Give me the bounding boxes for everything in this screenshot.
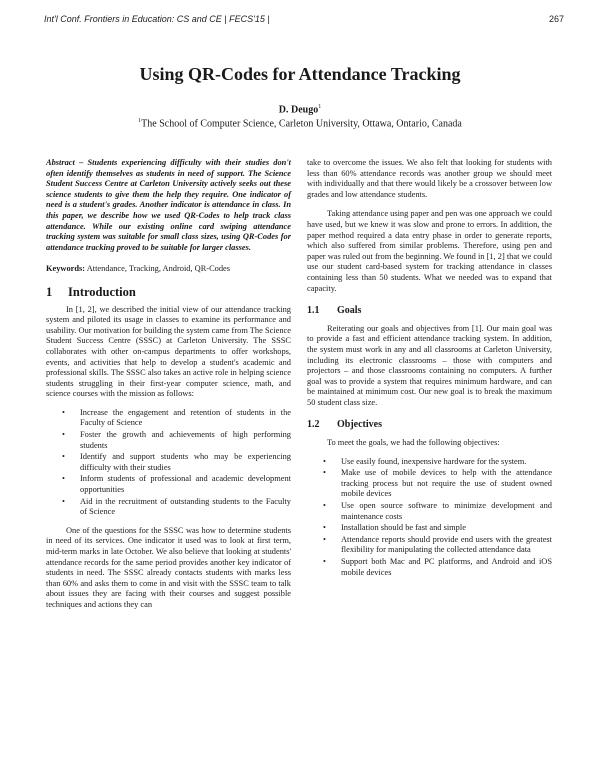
section-heading-objectives [307, 420, 552, 431]
intro-paragraph-1: In [1, 2], we described the initial view of our attendance tracking system and piloted its usage in classes to examine its performance and usability. Our motivation for building the system came from The Science Student Success Centre (SSSC) at Carleton University. The SSSC collaborates with other on-campus departments to offer workshops, events, and activities that help to develop a student's academic and professional skills. The SSSC also takes an active role in helping science students struggling in their first-year computer science, math, and science courses with the mission as follows: [46, 304, 291, 399]
section-heading-goals [307, 306, 552, 317]
list-item: • Use easily found, inexpensive hardware for the system. [341, 457, 552, 468]
section-heading-introduction [46, 284, 291, 299]
author-superscript: 1 [318, 104, 322, 110]
list-item: • Aid in the recruitment of outstanding students to the Faculty of Science [80, 497, 291, 518]
list-item: • Make use of mobile devices to help with the attendance tracking process but not require the use of student owned mobile devices [341, 468, 552, 500]
affiliation-line [0, 118, 600, 129]
paper-title: Using QR-Codes for Attendance Tracking [139, 64, 461, 84]
keywords [46, 264, 291, 275]
subsection-title: Goals [337, 305, 362, 317]
intro-paragraph-2: One of the questions for the SSSC was how to determine students in need of its services. One indicator it used was to look at first term, mid-term marks in late October. We also believe that looking at students' attendance records for the same period provides another key indicator of students in need. The SSSC already contacts students with marks less than 60% and asks them to come in and visit with the SSSC team to talk about issues they are facing with their courses and suggest possible techniques and actions they can [46, 525, 291, 609]
list-item: • Use open source software to minimize development and maintenance costs [341, 501, 552, 522]
page-number: 267 [548, 14, 564, 24]
mission-list [46, 408, 291, 518]
running-header [44, 14, 564, 24]
list-item: • Support both Mac and PC platforms, and Android and iOS mobile devices [341, 557, 552, 578]
subsection-title: Objectives [337, 419, 382, 431]
section-number: 1 [46, 284, 53, 299]
intro-paragraph-2-continued: take to overcome the issues. We also felt that looking for students with less than 60% attendance records was another group we should meet with individually and that there would likely be a crossover between low grades and low attendance students. [307, 158, 552, 199]
list-item: • Increase the engagement and retention of students in the Faculty of Science [80, 408, 291, 429]
list-item: • Installation should be fast and simple [341, 523, 552, 534]
abstract-lead: Abstract – [46, 158, 84, 167]
list-item: • Attendance reports should provide end users with the greatest flexibility for manipulating the collected attendance data [341, 535, 552, 556]
intro-paragraph-3: Taking attendance using paper and pen was one approach we could have used, but we knew it was slow and prone to errors. In addition, the paper method required a data entry phase in order to generate reports, which also suffered from similar problems. Therefore, using pen and paper was ruled out from the beginning. We found in [1, 2] that we could use our student card-based system for tracking attendance in classes containing less than 50 students. What we needed was to expand that capacity. [307, 209, 552, 293]
affiliation: The School of Computer Science, Carleton University, Ottawa, Ontario, Canada [141, 118, 462, 130]
author-line [0, 104, 600, 115]
left-column [46, 158, 291, 611]
section-title: Introduction [68, 284, 136, 299]
author-name: D. Deugo [278, 104, 319, 116]
list-item: • Foster the growth and achievements of high performing students [80, 430, 291, 451]
list-item: • Inform students of professional and academic development opportunities [80, 474, 291, 495]
abstract [46, 158, 291, 253]
objectives-list [307, 457, 552, 579]
list-item: • Identify and support students who may be experiencing difficulty with their studies [80, 452, 291, 473]
subsection-number: 1.1 [307, 305, 320, 317]
goals-paragraph: Reiterating our goals and objectives from [1]. Our main goal was to provide a fast and efficient attendance tracking system. In addition, the system must work in any and all classrooms at Carleton University, including its electronic classrooms – those with computers and projectors – and those classrooms containing no computers. A further goal was to provide a system that requires minimum hardware, and can be maintained at minimum cost. Our new goal is to break the maximum 50 student class size. [307, 323, 552, 407]
affiliation-superscript: 1 [138, 118, 142, 124]
keywords-text: Attendance, Tracking, Android, QR-Codes [86, 264, 231, 274]
objectives-intro: To meet the goals, we had the following objectives: [327, 438, 500, 448]
right-column [307, 158, 552, 586]
running-title: Int'l Conf. Frontiers in Education: CS and CE | FECS'15 | [44, 14, 270, 24]
subsection-number: 1.2 [307, 419, 320, 431]
keywords-label: Keywords: [46, 264, 86, 274]
abstract-body: Students experiencing difficulty with their studies don't often identify themselves as students in need of support. The Science Student Success Centre at Carleton University actively seeks out these science students to give them the help they require. One indicator of need is a student's grades. Another indicator is attendance in class. In this paper, we describe how we used QR-Codes to help track class attendance. While our existing online card swiping attendance tracking system was suitable for small class sizes, using QR-Codes for attendance tracking proved to be suitable for larger classes. [46, 158, 291, 252]
